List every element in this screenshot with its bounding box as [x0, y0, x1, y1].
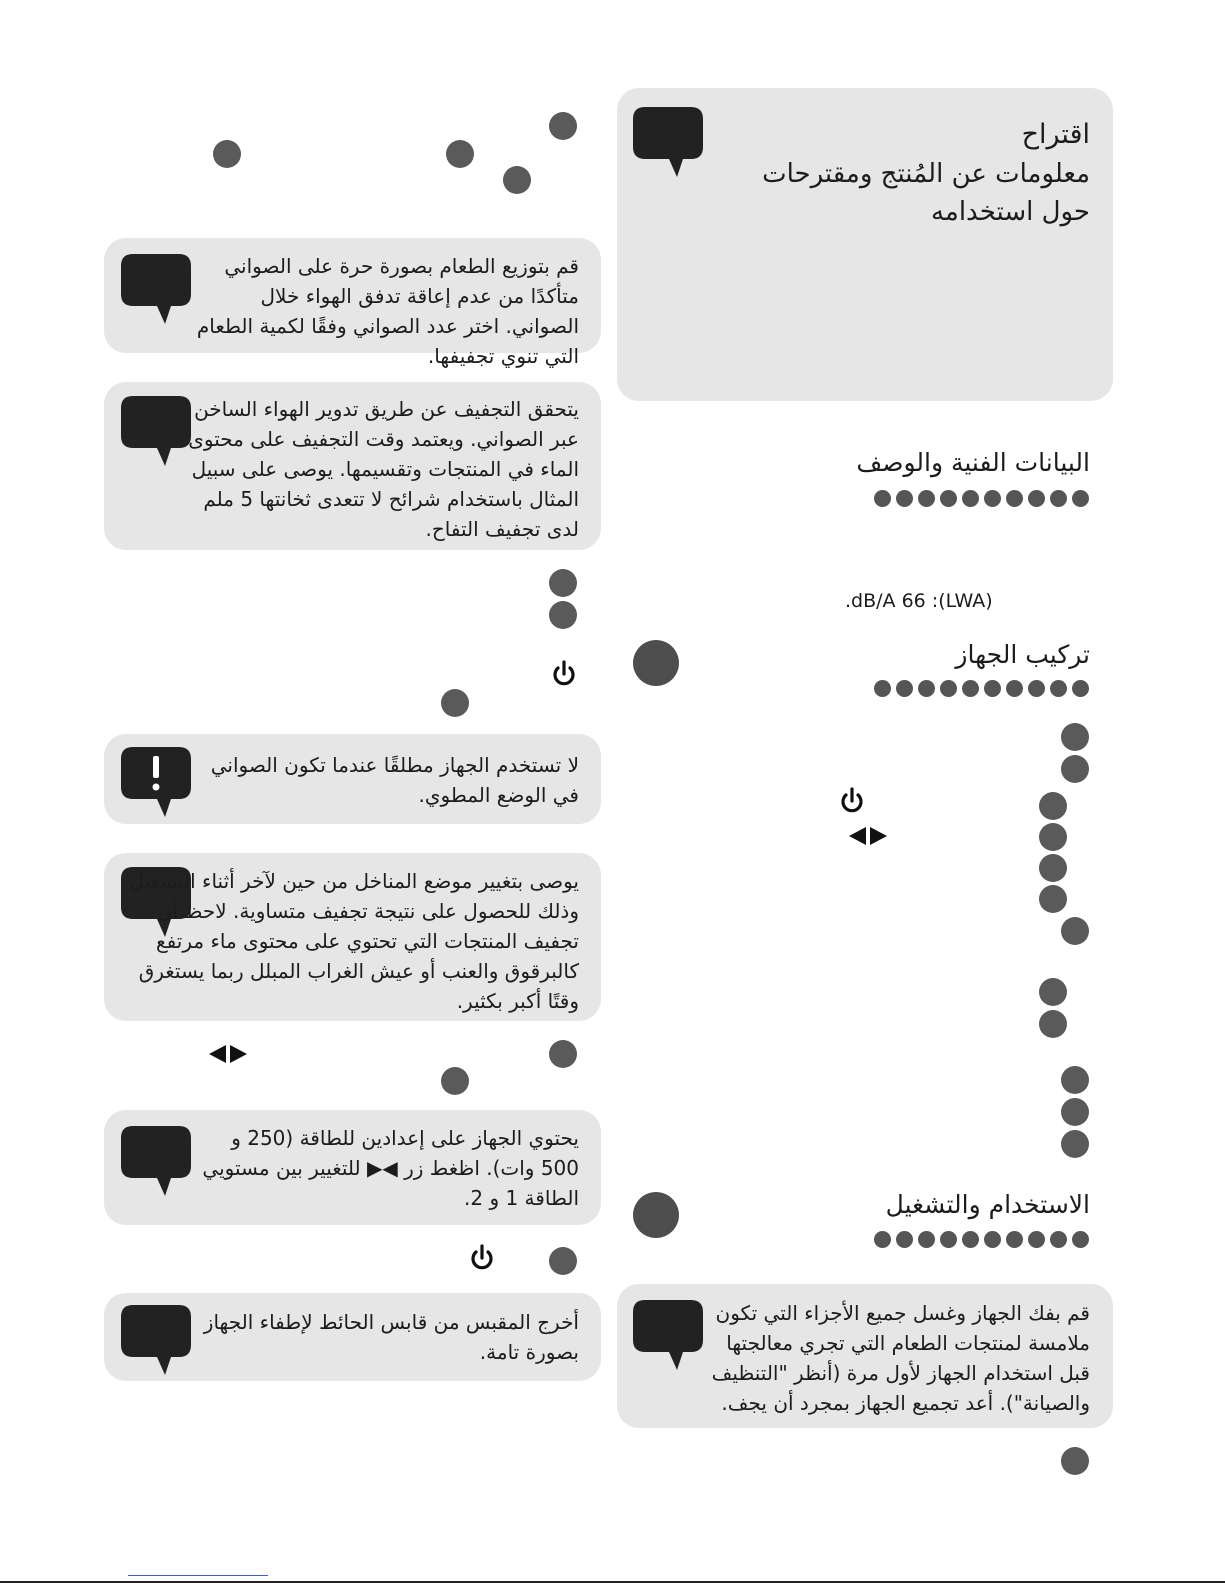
step-marker — [549, 1247, 577, 1275]
step-marker — [1061, 723, 1089, 751]
note-warning-text: لا تستخدم الجهاز مطلقًا عندما تكون الصواني في الوضع المطوي. — [210, 753, 579, 807]
step-marker — [1061, 755, 1089, 783]
step-marker — [549, 569, 577, 597]
page-bottom-rule — [0, 1581, 1225, 1583]
tip-body: معلومات عن المُنتج ومقترحات حول استخدامه — [762, 159, 1090, 227]
step-marker — [1061, 1098, 1089, 1126]
tech-heading: البيانات الفنية والوصف — [856, 448, 1090, 477]
power-icon — [839, 786, 865, 816]
note-power-text: يحتوي الجهاز على إعدادين للطاقة (250 و 500 وات). اظغط زر ◀▶ للتغيير بين مستويي الطاقة 1 و 2. — [202, 1126, 579, 1210]
step-marker — [1039, 978, 1067, 1006]
assembly-dots — [874, 680, 1089, 697]
step-marker — [549, 601, 577, 629]
speech-bubble-icon — [633, 1300, 703, 1378]
left-right-arrows-icon — [849, 826, 887, 846]
step-marker — [1061, 1066, 1089, 1094]
step-marker — [1039, 823, 1067, 851]
speech-bubble-icon — [633, 107, 703, 185]
step-marker — [1039, 854, 1067, 882]
usage-heading: الاستخدام والتشغيل — [885, 1190, 1090, 1219]
exclamation-bubble-icon — [121, 747, 191, 825]
note-rotate-text: يوصى بتغيير موضع المناخل من حين لآخر أثناء التشغيل وذلك للحصول على نتيجة تجفيف متساوية. لاحظ أن تجفيف المنتجات التي تحتوي على محتوى ماء مرتفع كالبرقوق والعنب أو عيش الغراب المبلل ربما يستغرق وقتًا أكبر بكثير. — [129, 869, 579, 1013]
step-marker — [441, 689, 469, 717]
noise-level: .dB/A 66 :(LWA) — [845, 590, 993, 612]
step-marker — [213, 140, 241, 168]
usage-dots — [874, 1231, 1089, 1248]
note-distribute-text: قم بتوزيع الطعام بصورة حرة على الصواني متأكدًا من عدم إعاقة تدفق الهواء خلال الصواني. اختر عدد الصواني وفقًا لكمية الطعام التي تنوي تجفيفها. — [196, 254, 579, 368]
note-drying-text: يتحقق التجفيف عن طريق تدوير الهواء الساخن عبر الصواني. ويعتمد وقت التجفيف على محتوى الماء في المنتجات وتقسيمها. يوصى على سبيل المثال باستخدام شرائح لا تتعدى ثخانتها 5 ملم لدى تجفيف التفاح. — [188, 397, 579, 541]
step-marker — [1039, 1010, 1067, 1038]
speech-bubble-icon — [121, 1126, 191, 1204]
step-marker — [549, 112, 577, 140]
assembly-heading: تركيب الجهاز — [955, 640, 1090, 669]
step-marker — [503, 166, 531, 194]
step-marker — [1039, 885, 1067, 913]
speech-bubble-icon — [121, 1305, 191, 1383]
step-marker — [1061, 1130, 1089, 1158]
power-icon — [551, 659, 577, 689]
tip-title: اقتراح — [1021, 119, 1090, 150]
footer-link-line — [128, 1575, 268, 1576]
usage-marker — [633, 1192, 679, 1238]
step-marker — [446, 140, 474, 168]
step-marker — [1039, 792, 1067, 820]
first-use-text: قم بفك الجهاز وغسل جميع الأجزاء التي تكون ملامسة لمنتجات الطعام التي تجري معالجتها قبل استخدام الجهاز لأول مرة (أنظر "التنظيف والصيانة"). أعد تجميع الجهاز بمجرد أن يجف. — [711, 1301, 1090, 1415]
step-marker — [1061, 1447, 1089, 1475]
power-icon — [469, 1243, 495, 1273]
left-right-arrows-icon — [209, 1044, 247, 1064]
step-marker — [1061, 917, 1089, 945]
tech-dots — [874, 490, 1089, 507]
step-marker — [441, 1067, 469, 1095]
speech-bubble-icon — [121, 254, 191, 332]
assembly-marker — [633, 640, 679, 686]
note-unplug-text: أخرج المقبس من قابس الحائط لإطفاء الجهاز بصورة تامة. — [203, 1310, 579, 1364]
step-marker — [549, 1040, 577, 1068]
